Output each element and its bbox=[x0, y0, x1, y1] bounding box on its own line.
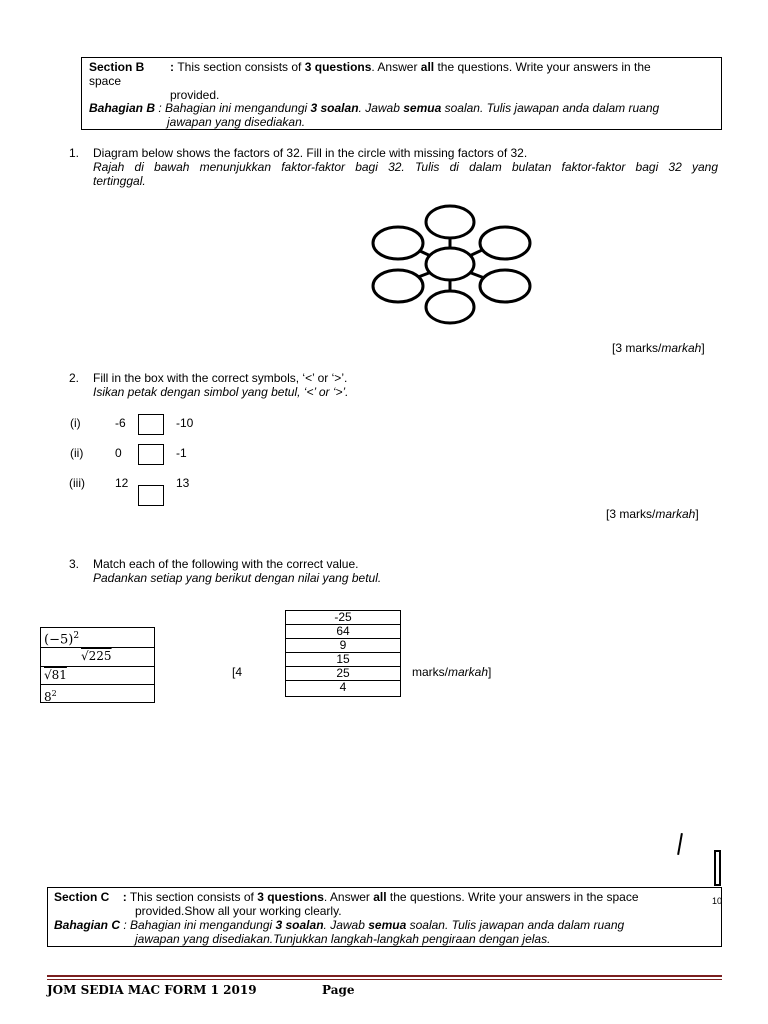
factor-circle-lower-left[interactable] bbox=[373, 270, 423, 302]
section-b-my-colon: : bbox=[158, 101, 162, 115]
section-b-my-bold1: 3 soalan bbox=[310, 101, 359, 115]
section-c-label: Section C bbox=[54, 890, 110, 904]
q3-neg5-exponent: 2 bbox=[73, 631, 80, 641]
q1-marks-post: ] bbox=[701, 341, 705, 355]
factor-diagram bbox=[360, 200, 540, 330]
section-c-en-wrap: provided.Show all your working clearly. bbox=[135, 904, 342, 918]
q3-english-text: Match each of the following with the correct value. bbox=[93, 557, 359, 571]
factor-circle-lower-right[interactable] bbox=[480, 270, 530, 302]
q3-neg5-base: (−5) bbox=[44, 632, 74, 648]
q3-marks-open: [4 bbox=[232, 665, 243, 679]
q2-item-ii-label: (ii) bbox=[70, 446, 84, 460]
q3-left-row-8-squared[interactable] bbox=[40, 684, 155, 703]
q1-marks bbox=[612, 341, 705, 355]
q2-item-iii-right: 13 bbox=[176, 476, 190, 490]
section-b-en-post: the questions. Write your answers in the bbox=[434, 60, 651, 74]
q2-item-iii-label: (iii) bbox=[69, 476, 85, 490]
section-b-en-wrap2: provided. bbox=[170, 88, 220, 102]
q3-value-cell[interactable]: 4 bbox=[285, 680, 401, 697]
section-b-my-mid: . Jawab bbox=[358, 101, 404, 115]
q2-marks bbox=[606, 507, 699, 521]
q2-item-i-right: -10 bbox=[176, 416, 194, 430]
section-b-my-label: Bahagian B bbox=[89, 101, 156, 115]
section-c-en-post: the questions. Write your answers in the space bbox=[386, 890, 639, 904]
q3-left-row-sqrt81[interactable] bbox=[40, 666, 155, 685]
q2-item-i-left: -6 bbox=[115, 416, 126, 430]
section-b-my-wrap: jawapan yang disediakan. bbox=[167, 115, 306, 129]
q2-item-ii-right: -1 bbox=[176, 446, 187, 460]
section-b-my-pre: Bahagian ini mengandungi bbox=[165, 101, 311, 115]
section-c-my-post: soalan. Tulis jawapan anda dalam ruang bbox=[406, 918, 625, 932]
section-c-en-bold2: all bbox=[373, 890, 387, 904]
section-c-my-label: Bahagian C bbox=[54, 918, 121, 932]
section-c-my-colon: : bbox=[123, 918, 127, 932]
section-c-en-mid: . Answer bbox=[323, 890, 374, 904]
page-number-bracket bbox=[714, 850, 721, 886]
page-number: 10 bbox=[712, 896, 723, 906]
section-b-en-wrap: space bbox=[89, 74, 122, 88]
q3-eight-exponent: 2 bbox=[51, 689, 57, 698]
q2-marks-pre: [3 marks/ bbox=[606, 507, 656, 521]
q3-value-cell[interactable]: 9 bbox=[285, 638, 401, 653]
section-c-my-wrap: jawapan yang disediakan.Tunjukkan langkah-langkah pengiraan dengan jelas. bbox=[135, 932, 551, 946]
section-c-my-bold1: 3 soalan bbox=[275, 918, 324, 932]
q3-left-row-sqrt225[interactable] bbox=[40, 647, 155, 667]
q1-english-text: Diagram below shows the factors of 32. Fill in the circle with missing factors of 32. bbox=[93, 146, 528, 160]
section-c-my-line bbox=[54, 918, 624, 932]
q2-marks-post: ] bbox=[695, 507, 699, 521]
q2-malay-text: Isikan petak dengan simbol yang betul, ‘<’ or ‘>’. bbox=[93, 385, 349, 399]
factor-circle-bottom[interactable] bbox=[426, 291, 474, 323]
section-b-en-mid: . Answer bbox=[371, 60, 421, 74]
footer-title: JOM SEDIA MAC FORM 1 2019 bbox=[47, 983, 257, 997]
q3-marks-post-a: marks/ bbox=[412, 665, 448, 679]
section-b-label: Section B bbox=[89, 60, 145, 74]
q3-marks-rest bbox=[412, 665, 491, 679]
section-c-en-pre: This section consists of bbox=[129, 890, 258, 904]
section-c-en-bold1: 3 questions bbox=[257, 890, 324, 904]
q2-item-i-label: (i) bbox=[70, 416, 81, 430]
q2-marks-italic: markah bbox=[655, 507, 696, 521]
section-b-line-1 bbox=[89, 60, 144, 74]
section-c-colon: : bbox=[122, 890, 127, 904]
q3-value-cell[interactable]: -25 bbox=[285, 610, 401, 625]
section-b-en-text bbox=[170, 60, 715, 74]
q2-number: 2. bbox=[69, 371, 80, 385]
section-c-line-1 bbox=[54, 890, 639, 904]
q2-item-iii-left: 12 bbox=[115, 476, 129, 490]
footer-rule-bottom bbox=[47, 979, 722, 980]
section-b-colon: : bbox=[170, 60, 174, 74]
q1-number: 1. bbox=[69, 146, 80, 160]
footer-rule-top bbox=[47, 975, 722, 977]
factor-circle-center[interactable] bbox=[426, 248, 474, 280]
factor-circle-upper-right[interactable] bbox=[480, 227, 530, 259]
section-b-my-bold2: semua bbox=[403, 101, 442, 115]
section-b-my-line bbox=[89, 101, 659, 115]
q3-sqrt225: √225 bbox=[81, 649, 112, 663]
q3-marks-italic: markah bbox=[448, 665, 489, 679]
section-c-my-bold2: semua bbox=[368, 918, 407, 932]
factor-circle-top[interactable] bbox=[426, 206, 474, 238]
q2-english-text: Fill in the box with the correct symbols, ‘<’ or ‘>’. bbox=[93, 371, 348, 385]
q3-value-cell[interactable]: 25 bbox=[285, 666, 401, 681]
section-b-en-bold2: all bbox=[420, 60, 435, 74]
section-b-my-post: soalan. Tulis jawapan anda dalam ruang bbox=[441, 101, 660, 115]
q2-item-iii-answer-box[interactable] bbox=[138, 485, 164, 506]
q3-value-cell[interactable]: 15 bbox=[285, 652, 401, 667]
q2-item-ii-left: 0 bbox=[115, 446, 122, 460]
section-c-my-pre: Bahagian ini mengandungi bbox=[130, 918, 276, 932]
section-c-my-mid: . Jawab bbox=[323, 918, 369, 932]
q3-eight-base: 8 bbox=[44, 690, 52, 704]
q3-number: 3. bbox=[69, 557, 80, 571]
q1-marks-pre: [3 marks/ bbox=[612, 341, 662, 355]
q3-sqrt81: √81 bbox=[44, 668, 67, 682]
q3-value-cell[interactable]: 64 bbox=[285, 624, 401, 639]
q2-item-ii-answer-box[interactable] bbox=[138, 444, 164, 465]
q1-malay-text-1: Rajah di bawah menunjukkan faktor-faktor bagi 32. Tulis di dalam bulatan faktor-faktor bagi 32 yang bbox=[93, 160, 718, 174]
q1-malay-text-2: tertinggal. bbox=[93, 174, 146, 188]
section-b-en-pre: This section consists of bbox=[177, 60, 305, 74]
section-b-en-bold1: 3 questions bbox=[304, 60, 372, 74]
stray-slash-mark bbox=[677, 833, 683, 855]
q1-marks-italic: markah bbox=[661, 341, 702, 355]
q3-marks-post-b: ] bbox=[488, 665, 492, 679]
factor-circle-upper-left[interactable] bbox=[373, 227, 423, 259]
q3-malay-text: Padankan setiap yang berikut dengan nilai yang betul. bbox=[93, 571, 382, 585]
footer-page-label: Page bbox=[322, 983, 355, 997]
q3-left-row-neg5-squared[interactable] bbox=[40, 627, 155, 648]
q2-item-i-answer-box[interactable] bbox=[138, 414, 164, 435]
